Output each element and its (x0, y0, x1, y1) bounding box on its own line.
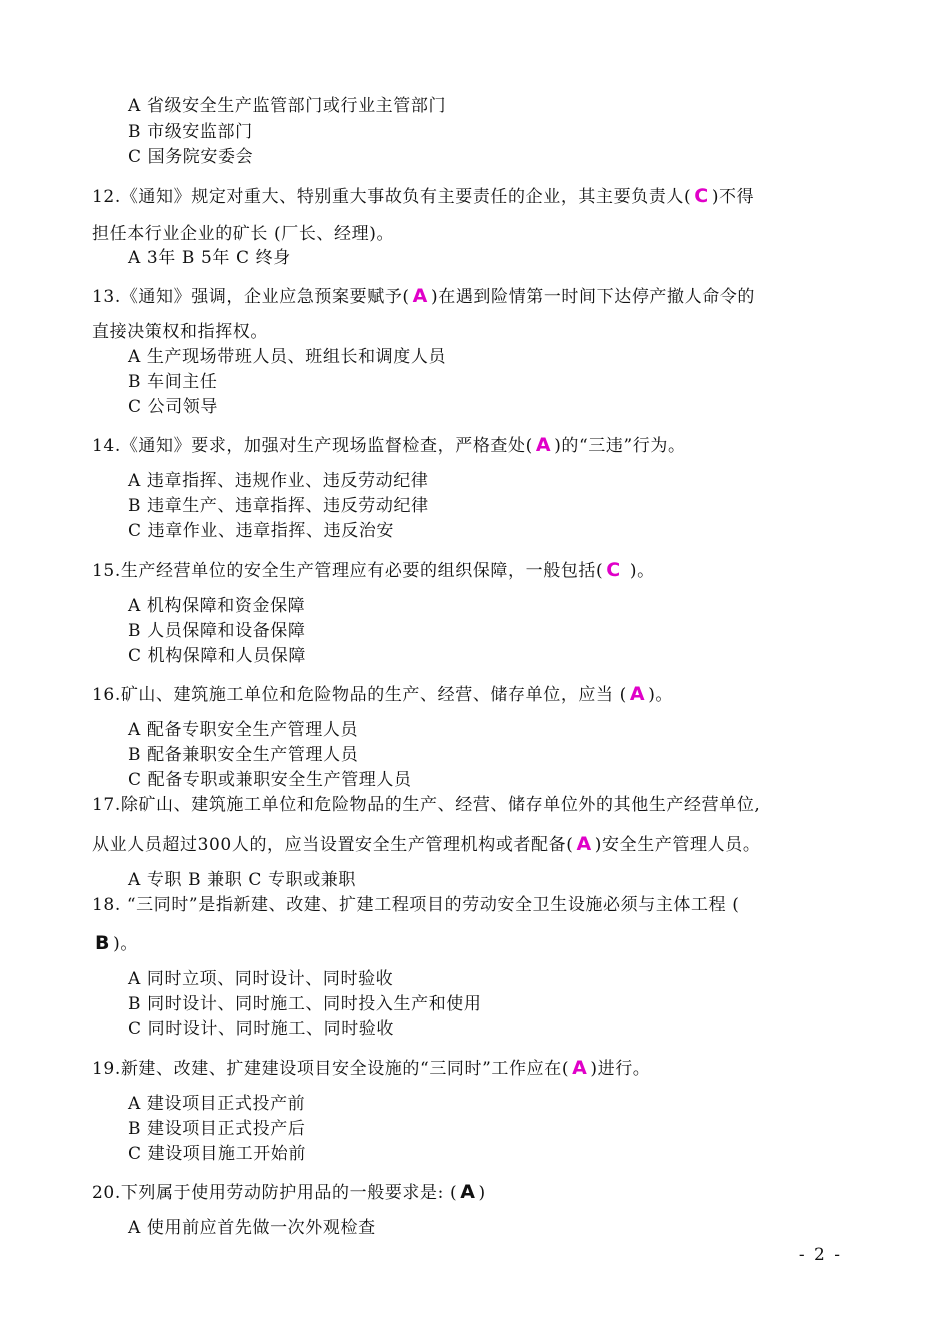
answer-mark: B (95, 932, 111, 954)
option-line: A 建设项目正式投产前 (128, 1094, 306, 1114)
answer-mark: A (572, 1057, 588, 1079)
option-line: B 车间主任 (128, 372, 218, 392)
page-number: - 2 - (798, 1245, 842, 1265)
option-line: C 国务院安委会 (128, 147, 254, 167)
option-line: C 公司领导 (128, 397, 219, 417)
answer-mark: C (694, 185, 709, 207)
question-19: 19.新建、改建、扩建建设项目安全设施的“三同时”工作应在( A )进行。 (92, 1057, 651, 1079)
option-line: A 配备专职安全生产管理人员 (128, 720, 359, 740)
answer-mark: A (629, 683, 646, 705)
question-17: 17.除矿山、建筑施工单位和危险物品的生产、经营、储存单位外的其他生产经营单位, (92, 795, 761, 815)
option-line: A 生产现场带班人员、班组长和调度人员 (128, 347, 447, 367)
option-line: A 使用前应首先做一次外观检查 (128, 1218, 376, 1238)
question-continuation: 从业人员超过300人的，应当设置安全生产管理机构或者配备( A )安全生产管理人员。 (92, 833, 761, 855)
question-15: 15.生产经营单位的安全生产管理应有必要的组织保障，一般包括( C )。 (92, 559, 655, 581)
option-line: B 人员保障和设备保障 (128, 621, 306, 641)
option-line: C 机构保障和人员保障 (128, 646, 307, 666)
answer-mark: A (576, 833, 592, 855)
question-16: 16.矿山、建筑施工单位和危险物品的生产、经营、储存单位，应当 ( A )。 (92, 683, 674, 705)
option-line: A 专职 B 兼职 C 专职或兼职 (128, 870, 356, 890)
answer-mark: A (535, 434, 552, 456)
option-line: B 同时设计、同时施工、同时投入生产和使用 (128, 994, 482, 1014)
question-18: 18. “三同时”是指新建、改建、扩建工程项目的劳动安全卫生设施必须与主体工程 ( (92, 895, 740, 915)
question-14: 14.《通知》要求，加强对生产现场监督检查，严格查处( A )的“三违”行为。 (92, 434, 686, 456)
option-line: B 配备兼职安全生产管理人员 (128, 745, 359, 765)
option-line: A 3年 B 5年 C 终身 (128, 248, 291, 268)
answer-mark: A (460, 1181, 476, 1203)
question-20: 20.下列属于使用劳动防护用品的一般要求是: ( A ) (92, 1181, 486, 1203)
question-continuation: B )。 (92, 931, 138, 956)
option-line: A 同时立项、同时设计、同时验收 (128, 969, 394, 989)
option-line: A 机构保障和资金保障 (128, 596, 306, 616)
option-line: B 建设项目正式投产后 (128, 1119, 306, 1139)
question-13: 13.《通知》强调，企业应急预案要赋予( A )在遇到险情第一时间下达停产撤人命令的 (92, 285, 756, 307)
option-line: B 市级安监部门 (128, 122, 253, 142)
answer-mark: C (606, 559, 621, 581)
option-line: C 配备专职或兼职安全生产管理人员 (128, 770, 412, 790)
question-continuation: 直接决策权和指挥权。 (92, 322, 268, 342)
option-line: C 同时设计、同时施工、同时验收 (128, 1019, 395, 1039)
option-line: C 建设项目施工开始前 (128, 1144, 307, 1164)
question-continuation: 担任本行业企业的矿长 (厂长、经理)。 (92, 224, 395, 244)
answer-mark: A (412, 285, 428, 307)
option-line: A 违章指挥、违规作业、违反劳动纪律 (128, 471, 429, 491)
option-line: A 省级安全生产监管部门或行业主管部门 (128, 96, 447, 116)
option-line: B 违章生产、违章指挥、违反劳动纪律 (128, 496, 429, 516)
question-12: 12.《通知》规定对重大、特别重大事故负有主要责任的企业，其主要负责人( C )不得 (92, 185, 755, 207)
option-line: C 违章作业、违章指挥、违反治安 (128, 521, 395, 541)
